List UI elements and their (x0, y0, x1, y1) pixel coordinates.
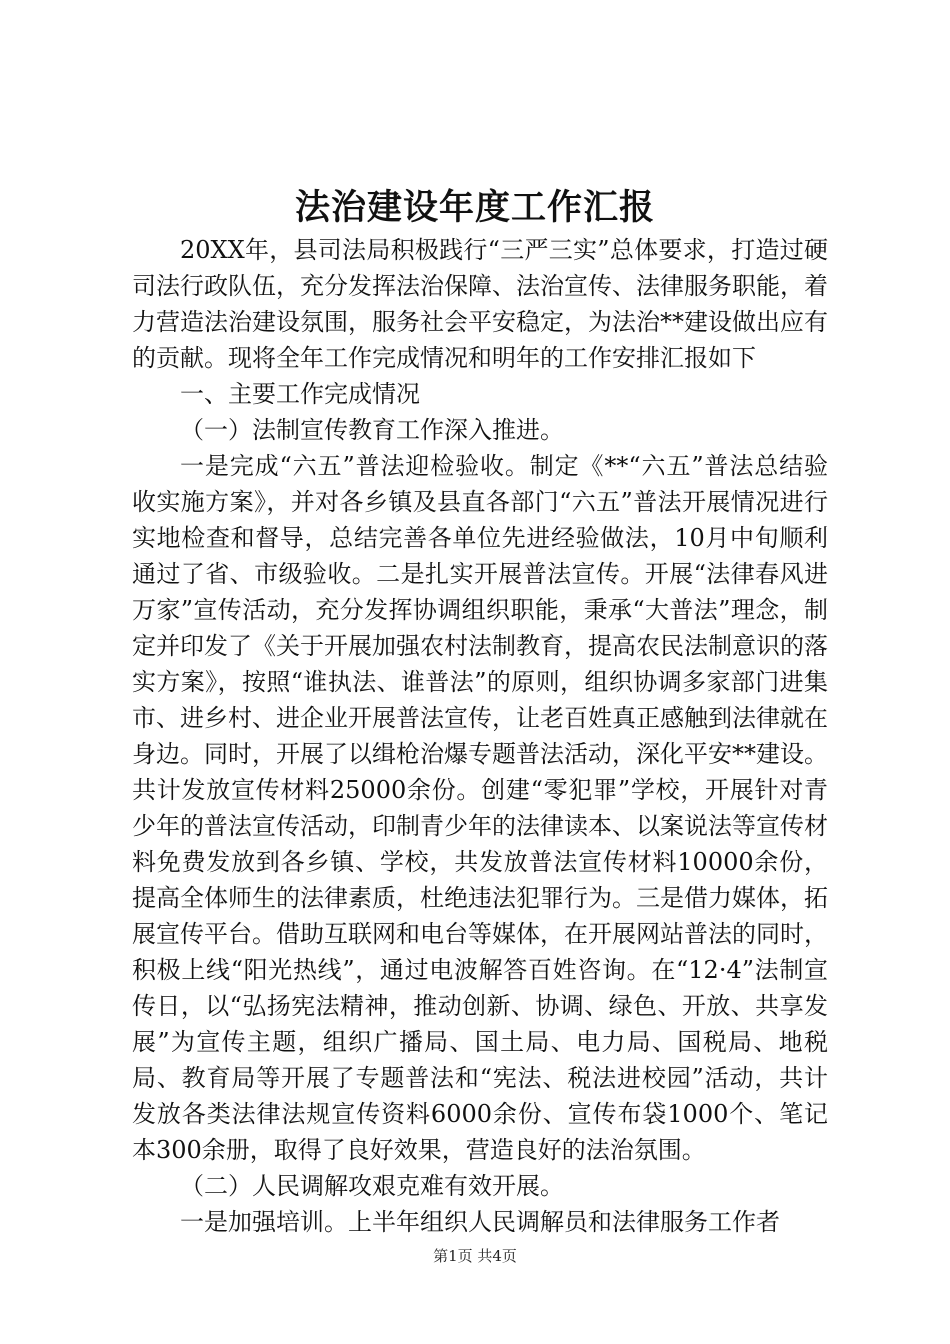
subsection-heading-legal-education: （一）法制宣传教育工作深入推进。 (180, 416, 564, 444)
section-heading-main-work: 一、主要工作完成情况 (180, 380, 420, 408)
document-body (132, 232, 828, 1240)
intro-paragraph: 20XX年，县司法局积极践行“三严三实”总体要求，打造过硬司法行政队伍，充分发挥法治保障、法治宣传、法律服务职能，着力营造法治建设氛围，服务社会平安稳定，为法治**建设做出应有的贡献。现将全年工作完成情况和明年的工作安排汇报如下 (132, 236, 828, 372)
page-footer: 第1页 共4页 (433, 1247, 517, 1265)
subsection-heading-mediation: （二）人民调解攻艰克难有效开展。 (180, 1172, 564, 1200)
document-title: 法治建设年度工作汇报 (294, 187, 655, 228)
mediation-paragraph: 一是加强培训。上半年组织人民调解员和法律服务工作者 (180, 1208, 780, 1236)
legal-education-paragraph: 一是完成“六五”普法迎检验收。制定《**“六五”普法总结验收实施方案》，并对各乡镇及县直各部门“六五”普法开展情况进行实地检查和督导，总结完善各单位先进经验做法，10月中旬顺利通过了省、市级验收。二是扎实开展普法宣传。开展“法律春风进万家”宣传活动，充分发挥协调组织职能，秉承“大普法”理念，制定并印发了《关于开展加强农村法制教育，提高农民法制意识的落实方案》，按照“谁执法、谁普法”的原则，组织协调多家部门进集市、进乡村、进企业开展普法宣传，让老百姓真正感触到法律就在身边。同时，开展了以缉枪治爆专题普法活动，深化平安**建设。共计发放宣传材料25000余份。创建“零犯罪”学校，开展针对青少年的普法宣传活动，印制青少年的法律读本、以案说法等宣传材料免费发放到各乡镇、学校，共发放普法宣传材料10000余份，提高全体师生的法律素质，杜绝违法犯罪行为。三是借力媒体，拓展宣传平台。借助互联网和电台等媒体，在开展网站普法的同时，积极上线“阳光热线”，通过电波解答百姓咨询。在“12·4”法制宣传日，以“弘扬宪法精神，推动创新、协调、绿色、开放、共享发展”为宣传主题，组织广播局、国土局、电力局、国税局、地税局、教育局等开展了专题普法和“宪法、税法进校园”活动，共计发放各类法律法规宣传资料6000余份、宣传布袋1000个、笔记本300余册，取得了良好效果，营造良好的法治氛围。 (132, 452, 828, 1164)
